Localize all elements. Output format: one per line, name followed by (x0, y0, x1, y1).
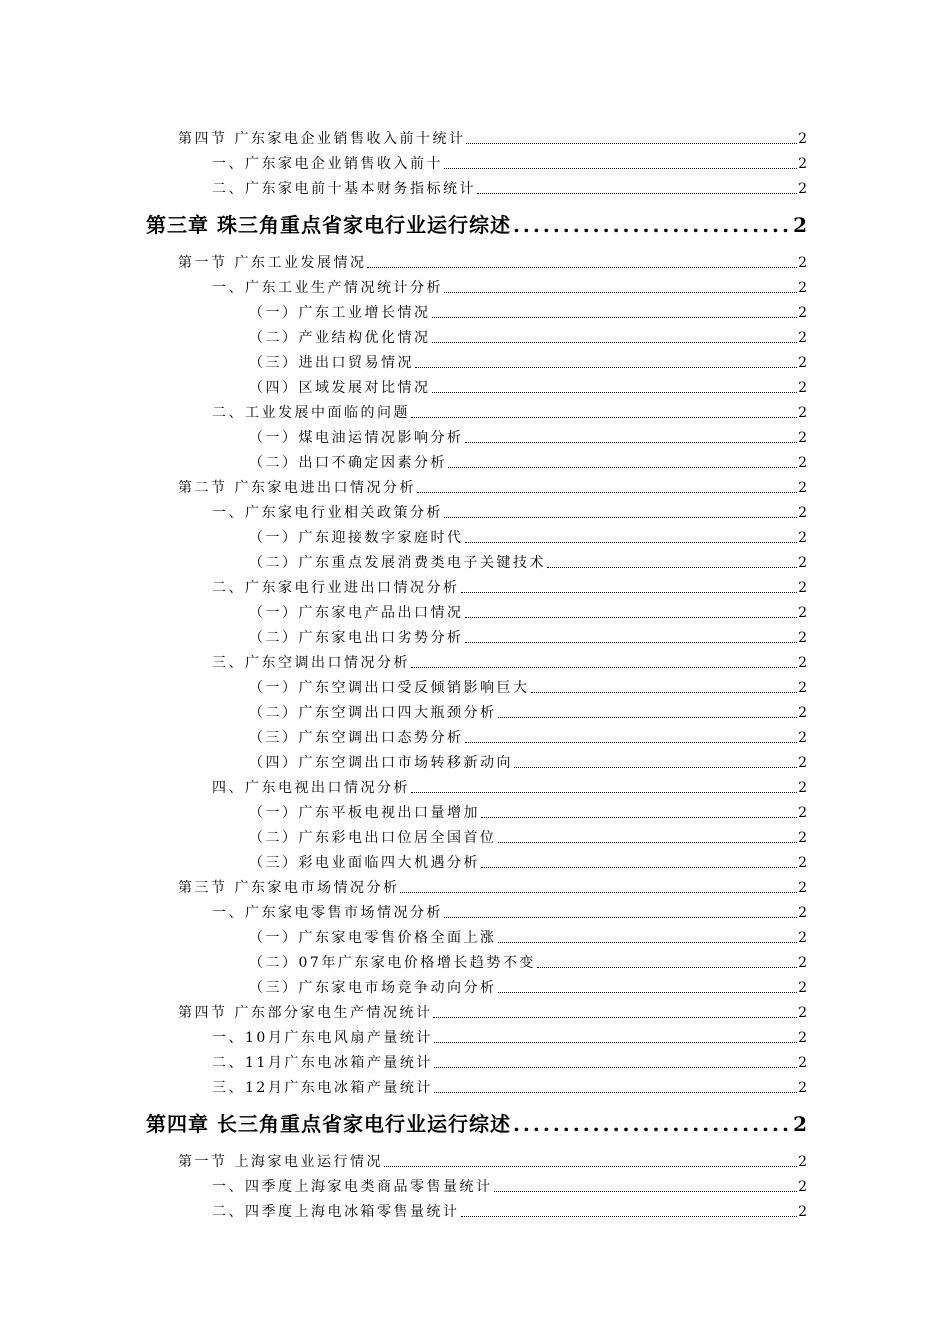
toc-leader-dots (514, 767, 797, 768)
toc-leader-dots (465, 617, 798, 618)
toc-page-number: 2 (798, 131, 807, 147)
toc-leader-dots (432, 342, 798, 343)
toc-entry-title: （一）广东家电产品出口情况 (249, 605, 464, 621)
toc-entry-title: （四）广东空调出口市场转移新动向 (249, 755, 513, 771)
toc-page-number: 2 (798, 930, 807, 946)
toc-page-number: 2 (798, 455, 807, 471)
toc-leader-dots (434, 1067, 797, 1068)
toc-entry[interactable] (249, 950, 807, 972)
toc-entry-title: 二、四季度上海电冰箱零售量统计 (212, 1204, 460, 1220)
toc-page-number: 2 (798, 1030, 807, 1046)
toc-entry-title: 二、工业发展中面临的问题 (212, 405, 410, 421)
toc-entry[interactable] (212, 1050, 807, 1072)
toc-leader-dots (400, 892, 797, 893)
toc-leader-dots (433, 1017, 797, 1018)
toc-entry[interactable] (249, 425, 807, 447)
toc-page-number: 2 (798, 955, 807, 971)
toc-leader-dots (531, 692, 798, 693)
toc-leader-dots (444, 917, 797, 918)
toc-entry-title: （三）广东空调出口态势分析 (249, 730, 464, 746)
toc-entry-title: （二）广东重点发展消费类电子关键技术 (249, 555, 546, 571)
toc-entry[interactable] (178, 875, 807, 897)
toc-entry[interactable] (212, 650, 807, 672)
toc-entry-title: 第四章 长三角重点省家电行业运行综述 (146, 1112, 511, 1136)
toc-page-number: 2 (798, 305, 807, 321)
toc-entry[interactable] (249, 350, 807, 372)
toc-entry[interactable] (249, 800, 807, 822)
toc-entry[interactable] (212, 900, 807, 922)
toc-entry[interactable] (178, 475, 807, 497)
toc-leader-dots (461, 1216, 798, 1217)
toc-page-number: 2 (798, 1154, 807, 1170)
toc-entry-title: 一、广东家电零售市场情况分析 (212, 905, 443, 921)
toc-entry[interactable] (249, 625, 807, 647)
toc-entry[interactable] (249, 600, 807, 622)
toc-leader-dots (465, 742, 798, 743)
toc-leader-dots (498, 842, 798, 843)
toc-entry[interactable] (249, 850, 807, 872)
toc-entry-title: （三）进出口贸易情况 (249, 355, 414, 371)
toc-entry-title: （二）出口不确定因素分析 (249, 455, 447, 471)
toc-entry-title: 四、广东电视出口情况分析 (212, 780, 410, 796)
toc-page-number: 2 (798, 980, 807, 996)
toc-page-number: 2 (798, 480, 807, 496)
toc-page-number: 2 (798, 755, 807, 771)
toc-page-number: 2 (798, 1179, 807, 1195)
toc-page-number: 2 (798, 580, 807, 596)
toc-entry-title: 一、四季度上海家电类商品零售量统计 (212, 1179, 493, 1195)
toc-entry-title: （一）广东家电零售价格全面上涨 (249, 930, 497, 946)
toc-page-number: 2 (798, 1080, 807, 1096)
toc-leader-dots (384, 1166, 797, 1167)
toc-page-number: 2 (798, 505, 807, 521)
toc-page-number: 2 (798, 181, 807, 197)
toc-entry-title: 一、广东家电行业相关政策分析 (212, 505, 443, 521)
toc-leader-dots (465, 642, 798, 643)
toc-page-number: 2 (798, 156, 807, 172)
toc-chapter-entry[interactable] (146, 1107, 807, 1137)
toc-entry-title: 第二节 广东家电进出口情况分析 (178, 480, 416, 496)
toc-entry-title: （一）广东平板电视出口量增加 (249, 805, 480, 821)
toc-entry[interactable] (212, 151, 807, 173)
toc-entry[interactable] (178, 126, 807, 148)
toc-page-number: 2 (798, 605, 807, 621)
toc-entry-title: （三）广东家电市场竞争动向分析 (249, 980, 497, 996)
toc-page-number: 2 (798, 255, 807, 271)
toc-entry-title: 二、广东家电前十基本财务指标统计 (212, 181, 476, 197)
toc-page-number: 2 (798, 1055, 807, 1071)
toc-entry[interactable] (249, 750, 807, 772)
toc-page-number: 2 (798, 905, 807, 921)
toc-entry-title: （二）07年广东家电价格增长趋势不变 (249, 955, 536, 971)
toc-entry-title: 第一节 广东工业发展情况 (178, 255, 367, 271)
toc-leader-dots (466, 143, 797, 144)
toc-leader-dots (498, 717, 798, 718)
toc-entry[interactable] (212, 500, 807, 522)
toc-leader-dots (537, 967, 797, 968)
toc-entry[interactable] (249, 925, 807, 947)
toc-leader-dots (417, 492, 797, 493)
toc-entry[interactable] (249, 550, 807, 572)
toc-entry[interactable] (212, 1075, 807, 1097)
toc-page-number: 2 (793, 1112, 807, 1136)
toc-entry-title: （三）彩电业面临四大机遇分析 (249, 855, 480, 871)
toc-entry-title: （一）广东空调出口受反倾销影响巨大 (249, 680, 530, 696)
toc-entry[interactable] (212, 1174, 807, 1196)
toc-entry[interactable] (178, 1000, 807, 1022)
toc-entry[interactable] (249, 825, 807, 847)
toc-chapter-entry[interactable] (146, 208, 807, 238)
toc-page-number: 2 (798, 780, 807, 796)
toc-page-number: 2 (798, 555, 807, 571)
toc-page-number: 2 (798, 730, 807, 746)
toc-leader-dots (367, 267, 797, 268)
toc-entry-title: （一）煤电油运情况影响分析 (249, 430, 464, 446)
toc-leader-dots (481, 817, 797, 818)
toc-leader-dots (448, 467, 797, 468)
toc-leader-dots (494, 1191, 798, 1192)
toc-entry-title: 第三章 珠三角重点省家电行业运行综述 (146, 213, 511, 237)
toc-entry-title: 二、11月广东电冰箱产量统计 (212, 1055, 433, 1071)
toc-entry-title: （四）区域发展对比情况 (249, 380, 431, 396)
toc-page-number: 2 (798, 380, 807, 396)
toc-leader-dots (432, 392, 798, 393)
toc-page-number: 2 (798, 630, 807, 646)
toc-page-number: 2 (798, 805, 807, 821)
toc-entry[interactable] (178, 250, 807, 272)
toc-entry[interactable] (212, 1025, 807, 1047)
toc-entry-title: 一、广东家电企业销售收入前十 (212, 156, 443, 172)
toc-leader-dots (481, 867, 797, 868)
toc-entry[interactable] (249, 300, 807, 322)
toc-leader-dots (498, 992, 798, 993)
toc-leader-dots (444, 292, 797, 293)
toc-page-number: 2 (793, 213, 807, 237)
toc-page-number: 2 (798, 530, 807, 546)
toc-entry[interactable] (249, 375, 807, 397)
toc-entry[interactable] (249, 450, 807, 472)
toc-leader-dots (432, 317, 798, 318)
toc-page-number: 2 (798, 330, 807, 346)
toc-entry[interactable] (212, 275, 807, 297)
toc-entry-title: 一、10月广东电风扇产量统计 (212, 1030, 433, 1046)
toc-leader-dots (461, 592, 798, 593)
toc-entry-title: （二）广东家电出口劣势分析 (249, 630, 464, 646)
toc-page-number: 2 (798, 680, 807, 696)
toc-entry[interactable] (212, 400, 807, 422)
toc-entry[interactable] (212, 575, 807, 597)
toc-entry-title: 第三节 广东家电市场情况分析 (178, 880, 400, 896)
toc-page-number: 2 (798, 355, 807, 371)
toc-leader-dots (477, 193, 797, 194)
toc-leader-dots (434, 1042, 797, 1043)
toc-leader-dots (415, 367, 797, 368)
toc-entry-title: 一、广东工业生产情况统计分析 (212, 280, 443, 296)
toc-leader-dots (465, 442, 798, 443)
toc-entry-title: 第四节 广东家电企业销售收入前十统计 (178, 131, 466, 147)
toc-entry[interactable] (212, 1199, 807, 1221)
toc-leader-dots (513, 1111, 791, 1137)
toc-entry[interactable] (249, 975, 807, 997)
toc-entry[interactable] (249, 325, 807, 347)
toc-page-number: 2 (798, 1204, 807, 1220)
toc-page-number: 2 (798, 705, 807, 721)
toc-entry[interactable] (178, 1149, 807, 1171)
toc-leader-dots (411, 667, 797, 668)
toc-page-number: 2 (798, 405, 807, 421)
toc-entry-title: （一）广东迎接数字家庭时代 (249, 530, 464, 546)
toc-entry-title: （二）广东彩电出口位居全国首位 (249, 830, 497, 846)
toc-leader-dots (411, 417, 797, 418)
toc-page-number: 2 (798, 1005, 807, 1021)
toc-entry-title: 二、广东家电行业进出口情况分析 (212, 580, 460, 596)
toc-entry[interactable] (249, 675, 807, 697)
toc-entry-title: （一）广东工业增长情况 (249, 305, 431, 321)
toc-leader-dots (444, 517, 797, 518)
toc-page-number: 2 (798, 280, 807, 296)
toc-entry[interactable] (212, 775, 807, 797)
toc-entry-title: 三、12月广东电冰箱产量统计 (212, 1080, 433, 1096)
toc-entry[interactable] (249, 525, 807, 547)
toc-leader-dots (513, 212, 791, 238)
toc-entry-title: 三、广东空调出口情况分析 (212, 655, 410, 671)
toc-entry[interactable] (212, 176, 807, 198)
toc-entry-title: 第四节 广东部分家电生产情况统计 (178, 1005, 433, 1021)
toc-page-number: 2 (798, 655, 807, 671)
toc-page-number: 2 (798, 430, 807, 446)
toc-entry[interactable] (249, 700, 807, 722)
toc-entry-title: （二）广东空调出口四大瓶颈分析 (249, 705, 497, 721)
toc-entry[interactable] (249, 725, 807, 747)
toc-leader-dots (498, 942, 798, 943)
toc-leader-dots (411, 792, 797, 793)
toc-leader-dots (434, 1092, 797, 1093)
toc-page-number: 2 (798, 855, 807, 871)
toc-page-number: 2 (798, 830, 807, 846)
toc-leader-dots (547, 567, 797, 568)
toc-entry-title: 第一节 上海家电业运行情况 (178, 1154, 383, 1170)
toc-page-number: 2 (798, 880, 807, 896)
toc-leader-dots (465, 542, 798, 543)
toc-entry-title: （二）产业结构优化情况 (249, 330, 431, 346)
toc-leader-dots (444, 168, 797, 169)
